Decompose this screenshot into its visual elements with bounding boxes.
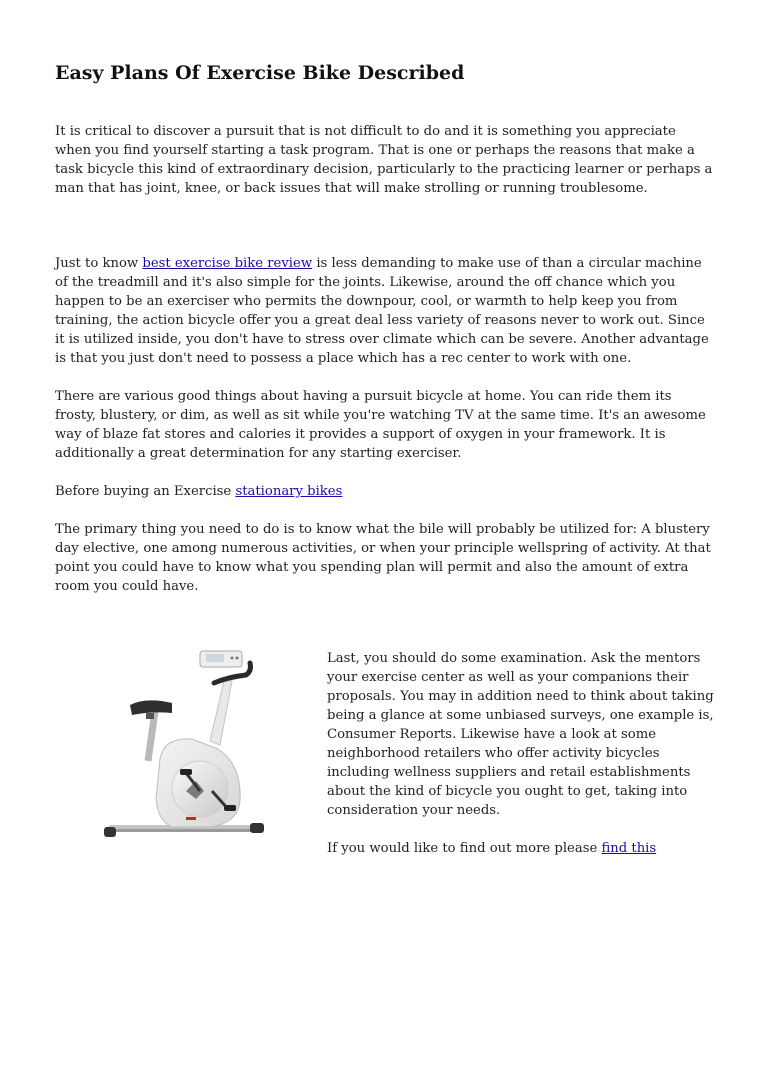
- before-buying-paragraph: [55, 482, 715, 501]
- stationary-bikes-link[interactable]: stationary bikes: [235, 484, 343, 499]
- find-this-link[interactable]: find this: [601, 841, 657, 856]
- last-paragraph: Last, you should do some examination. Ask the mentors your exercise center as well as your companions their proposals. You may in addition need to think about taking being a glance at some unbiased surveys, one example is, Consumer Reports. Likewise have a look at some neighborhood retailers who offer activity bicycles including wellness suppliers and retail establishments about the kind of bicycle you ought to get, taking into consideration your needs.: [327, 651, 714, 818]
- know-text-after: is less demanding to make use of than a circular machine of the treadmill and it's also simple for the joints. Likewise, around the off chance which you happen to be an exerciser who permits the downpour, cool, or warmth to help keep you from training, the action bicycle offer you a great deal less variety of reasons never to work out. Since it is utilized inside, you don't have to stress over climate which can be severe. Another advantage is that you just don't need to possess a place which has a rec center to work with one.: [55, 256, 709, 366]
- more-info-text: If you would like to find out more please: [327, 841, 602, 856]
- side-text-column: [327, 649, 717, 858]
- figure-row: [55, 641, 715, 901]
- exercise-bike-image: [100, 641, 310, 871]
- benefits-paragraph: There are various good things about having a pursuit bicycle at home. You can ride them its frosty, blustery, or dim, as well as sit while you're watching TV at the same time. It's an awesome way of blaze fat stores and calories it provides a support of oxygen in your framework. It is additionally a great determination for any starting exerciser.: [55, 389, 706, 461]
- know-paragraph: [55, 254, 715, 368]
- before-buying-text: Before buying an Exercise: [55, 484, 236, 499]
- best-exercise-bike-review-link[interactable]: best exercise bike review: [142, 256, 313, 271]
- more-info-paragraph: [327, 839, 717, 858]
- document-page: [55, 60, 715, 901]
- intro-paragraph: It is critical to discover a pursuit that is not difficult to do and it is something you appreciate when you find yourself starting a task program. That is one or perhaps the reasons that make a task bicycle this kind of extraordinary decision, particularly to the practicing learner or perhaps a man that has joint, knee, or back issues that will make strolling or running troublesome.: [55, 124, 713, 196]
- know-text-before: Just to know: [55, 256, 143, 271]
- page-title: Easy Plans Of Exercise Bike Described: [55, 62, 465, 84]
- primary-paragraph: The primary thing you need to do is to know what the bile will probably be utilized for: A blustery day elective, one among numerous activities, or when your principle wellspring of activity. At that point you could have to know what you spending plan will permit and also the amount of extra room you could have.: [55, 522, 711, 594]
